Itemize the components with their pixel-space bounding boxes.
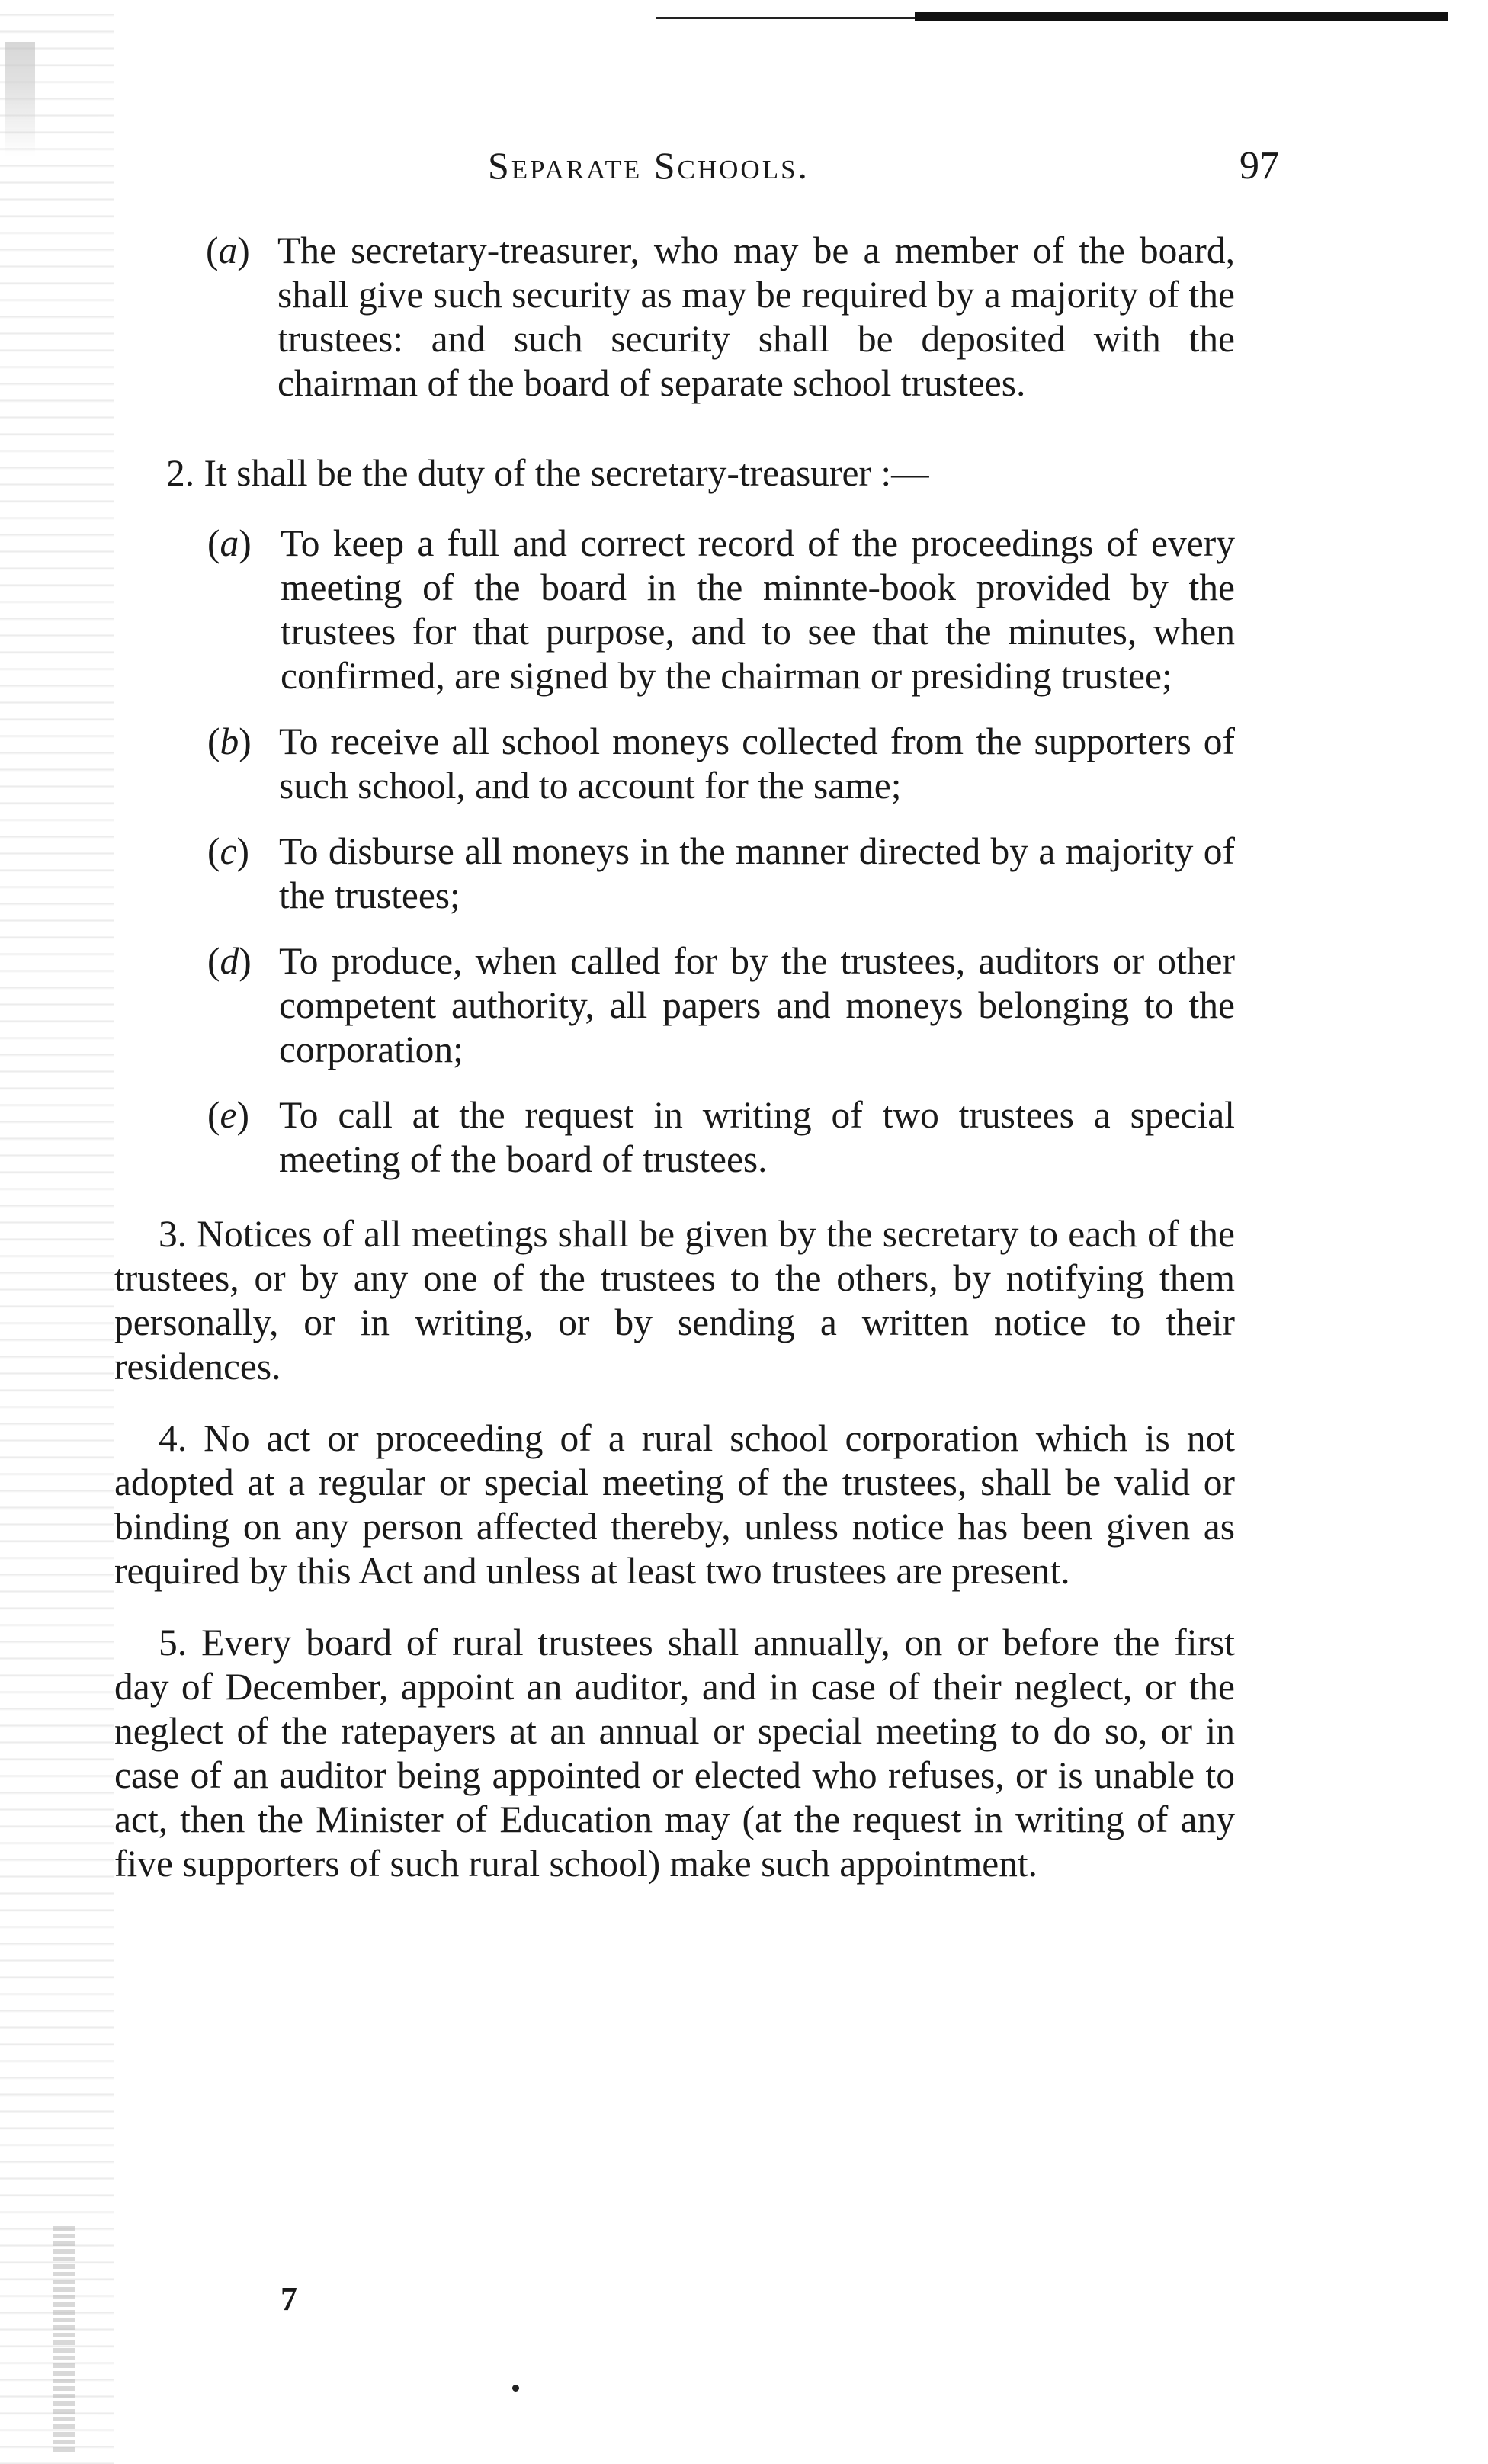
clause-text: To produce, when called for by the trustees, auditors or other competent authority, all papers and moneys belonging to the corporation; xyxy=(279,940,1235,1070)
clause-2e xyxy=(207,1093,1235,1182)
body-text xyxy=(114,229,1235,1886)
page-header xyxy=(488,143,1279,204)
clause-2a xyxy=(207,521,1235,698)
clause-letter: a xyxy=(218,229,238,271)
clause-label: (c) xyxy=(207,830,249,872)
clause-letter: a xyxy=(220,522,239,564)
clause-2b xyxy=(207,720,1235,808)
binding-bottom-mark xyxy=(53,2226,75,2455)
top-edge-rule xyxy=(656,9,1448,21)
paragraph-5: 5. Every board of rural trustees shall annually, on or before the first day of December, appoint an auditor, and in case of their neglect, or the neglect of the ratepayers at an annual or special meeting to do so, or in case of an auditor being appointed or elected who refuses, or is unable to act, then the Minister of Education may (at the request in writing of any five supporters of such rural school) make such appointment. xyxy=(114,1622,1235,1885)
clause-label: (e) xyxy=(207,1094,249,1136)
running-head: Separate Schools. xyxy=(488,144,810,187)
clause-text: To receive all school moneys collected from the supporters of such school, and to account for the same; xyxy=(279,720,1235,807)
clause-label: (d) xyxy=(207,940,252,982)
clause-text: To call at the request in writing of two trustees a special meeting of the board of trustees. xyxy=(279,1094,1235,1180)
clause-text: To disburse all moneys in the manner directed by a majority of the trustees; xyxy=(279,830,1235,916)
clause-label: (a) xyxy=(207,522,252,564)
ink-dot xyxy=(512,2385,519,2392)
page-number: 97 xyxy=(1239,144,1279,188)
clause-1a xyxy=(206,229,1235,406)
clause-letter: c xyxy=(220,830,237,872)
section-2-intro: 2. It shall be the duty of the secretary-treasurer :— xyxy=(166,452,929,494)
clause-label: (b) xyxy=(207,720,252,762)
top-rule-thick xyxy=(915,12,1448,21)
binding-edge-shadow xyxy=(0,0,114,2464)
top-rule-thin xyxy=(656,17,915,19)
clause-label: (a) xyxy=(206,229,250,271)
clause-text: To keep a full and correct record of the proceedings of every meeting of the board in the minnte-book provided by the trustees for that purpose, and to see that the minutes, when confirmed, are signed by the chairman or presiding trustee; xyxy=(281,522,1235,697)
paragraph-3: 3. Notices of all meetings shall be given by the secretary to each of the trustees, or by any one of the trustees to the others, by notifying them personally, or in writing, or by sending a written notice to their residences. xyxy=(114,1213,1235,1388)
clause-2c xyxy=(207,829,1235,918)
clause-letter: d xyxy=(220,940,239,982)
signature-mark: 7 xyxy=(281,2280,297,2318)
paragraph-4: 4. No act or proceeding of a rural school corporation which is not adopted at a regular or special meeting of the trustees, shall be valid or binding on any person affected thereby, unless notice has been given as required by this Act and unless at least two trustees are present. xyxy=(114,1417,1235,1592)
binding-corner-mark xyxy=(5,42,35,156)
clause-text: The secretary-treasurer, who may be a member of the board, shall give such security as may be required by a majority of the trustees: and such security shall be deposited with the chairman of the board of separate school trustees. xyxy=(277,229,1235,404)
clause-letter: e xyxy=(220,1094,237,1136)
clause-letter: b xyxy=(220,720,239,762)
clause-2d xyxy=(207,939,1235,1072)
